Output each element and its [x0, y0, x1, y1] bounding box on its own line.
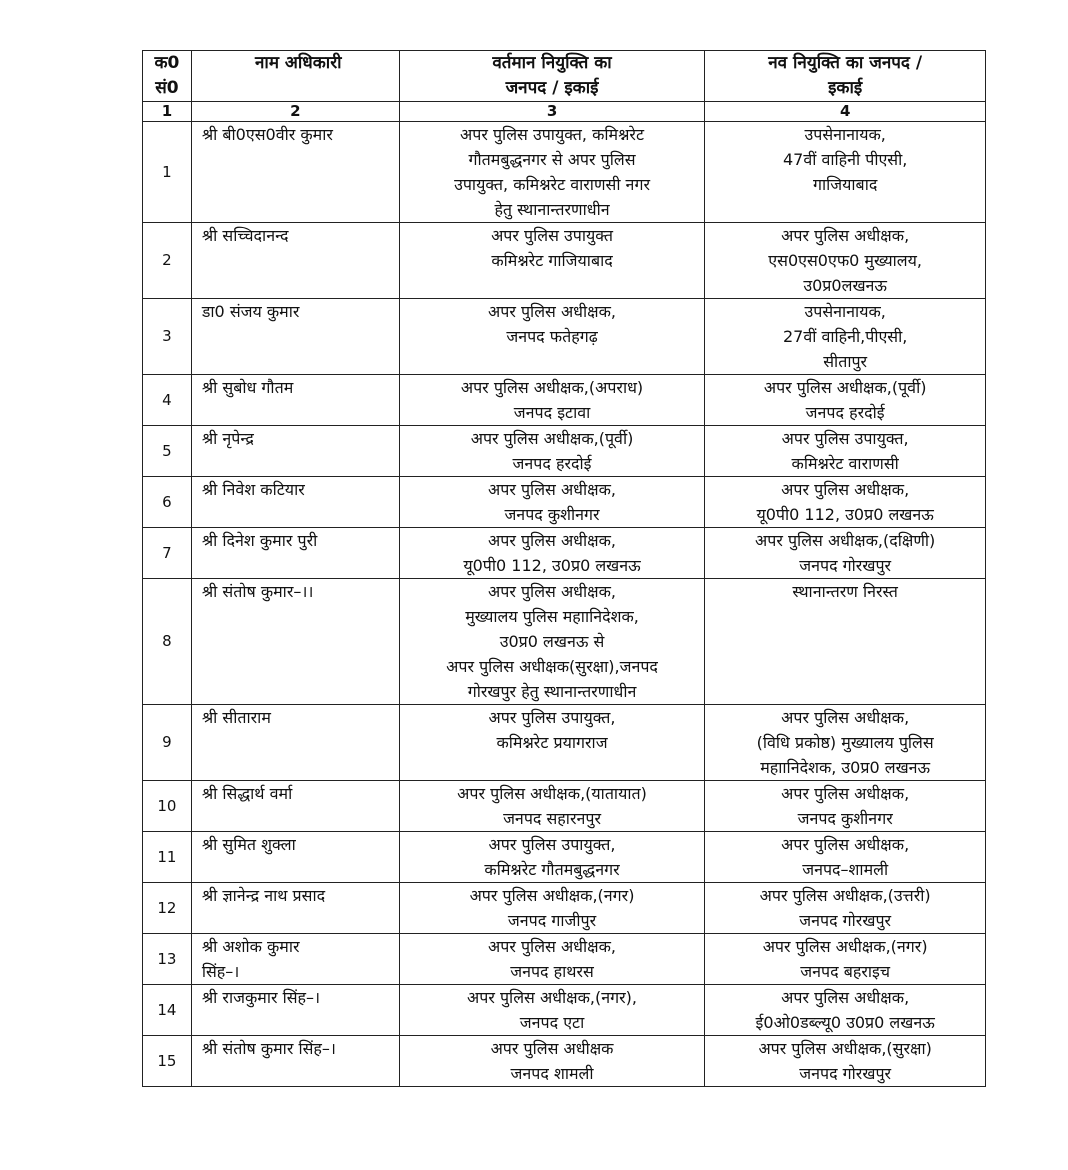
officer-name-cell [191, 299, 399, 375]
table-row [143, 832, 986, 883]
cell-text-line: सिंह–। [201, 962, 240, 981]
cell-text-line: श्री सुमित शुक्ला [201, 835, 296, 854]
serial-number-cell: 2 [143, 223, 192, 299]
header-serial-number: क0 सं0 [143, 51, 192, 102]
cell-text-line: 27वीं वाहिनी,पीएसी, [782, 327, 908, 346]
table-row [143, 299, 986, 375]
cell-text-line: श्री निवेश कटियार [201, 480, 305, 499]
cell-text-line: अपर पुलिस उपायुक्त, [781, 429, 909, 448]
header-row [143, 51, 986, 102]
cell-text-line: जनपद सहारनपुर [503, 809, 601, 828]
table-row [143, 375, 986, 426]
cell-text-line: अपर पुलिस उपायुक्त, [488, 708, 616, 727]
cell-text-line: गाजियाबाद [812, 175, 878, 194]
officer-name-cell [191, 579, 399, 705]
cell-text-line: हेतु स्थानान्तरणाधीन [494, 200, 610, 219]
table-row [143, 528, 986, 579]
current-posting-cell [399, 122, 705, 223]
cell-text-line: अपर पुलिस अधीक्षक, [781, 708, 910, 727]
table-row [143, 934, 986, 985]
cell-text-line: कमिश्नरेट वाराणसी [791, 454, 899, 473]
cell-text-line: श्री सच्चिदानन्द [201, 226, 289, 245]
current-posting-cell [399, 883, 705, 934]
cell-text-line: श्री सिद्धार्थ वर्मा [201, 784, 293, 803]
new-posting-cell [705, 528, 986, 579]
officer-name-cell [191, 781, 399, 832]
table-row [143, 426, 986, 477]
current-posting-cell [399, 426, 705, 477]
cell-text-line: अपर पुलिस अधीक्षक,(पूर्वी) [470, 429, 634, 448]
serial-number-cell: 3 [143, 299, 192, 375]
serial-number-cell: 12 [143, 883, 192, 934]
cell-text-line: अपर पुलिस अधीक्षक,(नगर) [762, 937, 928, 956]
cell-text-line: जनपद शामली [510, 1064, 594, 1083]
serial-number-cell: 1 [143, 122, 192, 223]
cell-text-line: जनपद–शामली [802, 860, 889, 879]
new-posting-cell [705, 375, 986, 426]
table-row [143, 223, 986, 299]
current-posting-cell [399, 579, 705, 705]
cell-text-line: श्री संतोष कुमार–।। [201, 582, 314, 601]
new-posting-cell [705, 985, 986, 1036]
new-posting-cell [705, 934, 986, 985]
cell-text-line: अपर पुलिस अधीक्षक,(नगर), [467, 988, 638, 1007]
cell-text-line: अपर पुलिस अधीक्षक,(उत्तरी) [759, 886, 931, 905]
table-row [143, 883, 986, 934]
cell-text-line: अपर पुलिस अधीक्षक, [488, 480, 617, 499]
cell-text-line: श्री बी0एस0वीर कुमार [201, 125, 333, 144]
cell-text-line: श्री अशोक कुमार [201, 937, 300, 956]
officer-name-cell [191, 705, 399, 781]
cell-text-line: अपर पुलिस अधीक्षक, [781, 835, 910, 854]
cell-text-line: अपर पुलिस अधीक्षक, [781, 784, 910, 803]
cell-text-line: जनपद गोरखपुर [799, 556, 892, 575]
officer-name-cell [191, 883, 399, 934]
transfer-table [142, 50, 986, 1087]
cell-text-line: कमिश्नरेट गाजियाबाद [491, 251, 613, 270]
current-posting-cell [399, 223, 705, 299]
cell-text-line: यू0पी0 112, उ0प्र0 लखनऊ [756, 505, 934, 524]
cell-text-line: गोरखपुर हेतु स्थानान्तरणाधीन [467, 682, 637, 701]
new-posting-cell [705, 781, 986, 832]
column-number: 1 [143, 102, 192, 122]
officer-name-cell [191, 426, 399, 477]
new-posting-cell [705, 883, 986, 934]
column-number: 2 [191, 102, 399, 122]
new-posting-cell [705, 122, 986, 223]
officer-name-cell [191, 934, 399, 985]
cell-text-line: मुख्यालय पुलिस महाानिदेशक, [465, 607, 639, 626]
cell-text-line: अपर पुलिस अधीक्षक,(नगर) [469, 886, 635, 905]
new-posting-cell [705, 223, 986, 299]
cell-text-line: उ0प्र0 लखनऊ से [499, 632, 605, 651]
officer-name-cell [191, 528, 399, 579]
officer-name-cell [191, 477, 399, 528]
header-current-posting: वर्तमान नियुक्ति का जनपद / इकाई [399, 51, 705, 102]
cell-text-line: अपर पुलिस अधीक्षक, [488, 531, 617, 550]
table-row [143, 985, 986, 1036]
current-posting-cell [399, 781, 705, 832]
cell-text-line: श्री नृपेन्द्र [201, 429, 254, 448]
cell-text-line: कमिश्नरेट प्रयागराज [496, 733, 608, 752]
column-number: 4 [705, 102, 986, 122]
new-posting-cell [705, 477, 986, 528]
cell-text-line: जनपद गाजीपुर [507, 911, 597, 930]
table-row [143, 705, 986, 781]
cell-text-line: श्री दिनेश कुमार पुरी [201, 531, 318, 550]
current-posting-cell [399, 934, 705, 985]
current-posting-cell [399, 375, 705, 426]
cell-text-line: स्थानान्तरण निरस्त [792, 582, 898, 601]
cell-text-line: महाानिदेशक, उ0प्र0 लखनऊ [760, 758, 931, 777]
cell-text-line: अपर पुलिस अधीक्षक, [781, 988, 910, 1007]
serial-number-cell: 6 [143, 477, 192, 528]
table-row [143, 122, 986, 223]
new-posting-cell [705, 426, 986, 477]
cell-text-line: जनपद एटा [519, 1013, 585, 1032]
cell-text-line: अपर पुलिस अधीक्षक, [781, 480, 910, 499]
current-posting-cell [399, 477, 705, 528]
cell-text-line: जनपद हाथरस [510, 962, 594, 981]
table-row [143, 781, 986, 832]
current-posting-cell [399, 705, 705, 781]
cell-text-line: यू0पी0 112, उ0प्र0 लखनऊ [463, 556, 641, 575]
cell-text-line: श्री संतोष कुमार सिंह–। [201, 1039, 336, 1058]
cell-text-line: श्री सीताराम [201, 708, 271, 727]
table-row [143, 579, 986, 705]
officer-name-cell [191, 1036, 399, 1087]
column-number-row [143, 102, 986, 122]
cell-text-line: जनपद फतेहगढ़ [506, 327, 598, 346]
cell-text-line: जनपद हरदोई [805, 403, 885, 422]
cell-text-line: अपर पुलिस उपायुक्त, [488, 835, 616, 854]
table-body [143, 122, 986, 1087]
current-posting-cell [399, 985, 705, 1036]
cell-text-line: अपर पुलिस उपायुक्त, कमिश्नरेट [460, 125, 645, 144]
serial-number-cell: 8 [143, 579, 192, 705]
cell-text-line: उ0प्र0लखनऊ [803, 276, 887, 295]
table-header [143, 51, 986, 122]
cell-text-line: एस0एस0एफ0 मुख्यालय, [768, 251, 923, 270]
cell-text-line: अपर पुलिस अधीक्षक [490, 1039, 614, 1058]
cell-text-line: जनपद कुशीनगर [504, 505, 600, 524]
officer-name-cell [191, 122, 399, 223]
serial-number-cell: 4 [143, 375, 192, 426]
cell-text-line: अपर पुलिस अधीक्षक,(यातायात) [457, 784, 647, 803]
cell-text-line: ई0ओ0डब्ल्यू0 उ0प्र0 लखनऊ [755, 1013, 935, 1032]
serial-number-cell: 5 [143, 426, 192, 477]
cell-text-line: अपर पुलिस अधीक्षक,(पूर्वी) [763, 378, 927, 397]
cell-text-line: जनपद इटावा [513, 403, 591, 422]
header-officer-name: नाम अधिकारी [191, 51, 399, 102]
serial-number-cell: 13 [143, 934, 192, 985]
cell-text-line: डा0 संजय कुमार [201, 302, 300, 321]
officer-name-cell [191, 832, 399, 883]
cell-text-line: कमिश्नरेट गौतमबुद्धनगर [484, 860, 620, 879]
cell-text-line: उपसेनानायक, [804, 302, 886, 321]
serial-number-cell: 9 [143, 705, 192, 781]
table-row [143, 477, 986, 528]
cell-text-line: अपर पुलिस अधीक्षक,(दक्षिणी) [755, 531, 936, 550]
cell-text-line: अपर पुलिस अधीक्षक, [488, 937, 617, 956]
current-posting-cell [399, 299, 705, 375]
serial-number-cell: 11 [143, 832, 192, 883]
new-posting-cell [705, 705, 986, 781]
new-posting-cell [705, 579, 986, 705]
cell-text-line: अपर पुलिस अधीक्षक, [488, 582, 617, 601]
cell-text-line: उपायुक्त, कमिश्नरेट वाराणसी नगर [454, 175, 650, 194]
cell-text-line: जनपद कुशीनगर [797, 809, 893, 828]
cell-text-line: (विधि प्रकोष्ठ) मुख्यालय पुलिस [756, 733, 934, 752]
cell-text-line: जनपद बहराइच [800, 962, 891, 981]
cell-text-line: उपसेनानायक, [804, 125, 886, 144]
cell-text-line: श्री सुबोध गौतम [201, 378, 294, 397]
cell-text-line: श्री ज्ञानेन्द्र नाथ प्रसाद [201, 886, 326, 905]
cell-text-line: अपर पुलिस अधीक्षक,(अपराध) [460, 378, 644, 397]
serial-number-cell: 10 [143, 781, 192, 832]
current-posting-cell [399, 1036, 705, 1087]
current-posting-cell [399, 528, 705, 579]
officer-name-cell [191, 223, 399, 299]
new-posting-cell [705, 1036, 986, 1087]
cell-text-line: अपर पुलिस अधीक्षक(सुरक्षा),जनपद [446, 657, 658, 676]
header-new-posting: नव नियुक्ति का जनपद / इकाई [705, 51, 986, 102]
current-posting-cell [399, 832, 705, 883]
officer-name-cell [191, 985, 399, 1036]
cell-text-line: जनपद गोरखपुर [799, 1064, 892, 1083]
cell-text-line: गौतमबुद्धनगर से अपर पुलिस [468, 150, 636, 169]
serial-number-cell: 15 [143, 1036, 192, 1087]
cell-text-line: जनपद गोरखपुर [799, 911, 892, 930]
table-row [143, 1036, 986, 1087]
cell-text-line: अपर पुलिस अधीक्षक,(सुरक्षा) [758, 1039, 932, 1058]
serial-number-cell: 7 [143, 528, 192, 579]
cell-text-line: अपर पुलिस अधीक्षक, [781, 226, 910, 245]
new-posting-cell [705, 299, 986, 375]
cell-text-line: अपर पुलिस अधीक्षक, [488, 302, 617, 321]
cell-text-line: श्री राजकुमार सिंह–। [201, 988, 321, 1007]
column-number: 3 [399, 102, 705, 122]
cell-text-line: अपर पुलिस उपायुक्त [491, 226, 613, 245]
new-posting-cell [705, 832, 986, 883]
officer-name-cell [191, 375, 399, 426]
serial-number-cell: 14 [143, 985, 192, 1036]
cell-text-line: जनपद हरदोई [512, 454, 592, 473]
cell-text-line: 47वीं वाहिनी पीएसी, [782, 150, 908, 169]
cell-text-line: सीतापुर [823, 352, 868, 371]
